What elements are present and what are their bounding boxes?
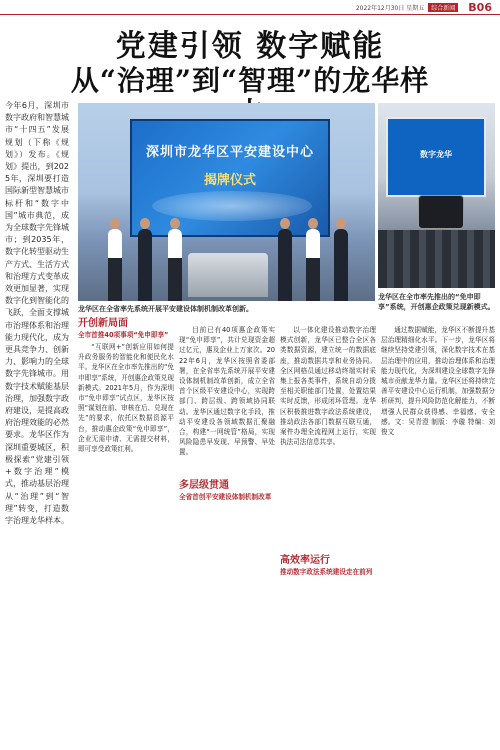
issue-date: 2022年12月30日 星期五 xyxy=(355,4,425,12)
person-figure xyxy=(108,229,122,301)
paragraph: “互联网+”创新应用如何提升政务服务的智能化和便民化水平。龙华区在全市率先推出的“免申即享”系统，开创惠企政策兑现新模式。2021年5月，作为深圳市“免申即享”试点区，龙华区按照“谋划在前、审核在后、兑现在先”的要求，依托区数据资源平台，推动惠企政策“免申即享”，企业无需申请、无需提交材料，即可享受政策红利。 xyxy=(78,343,174,454)
paragraph: 通过数据赋能，龙华区不断提升基层治理精细化水平。下一步，龙华区将继续坚持党建引领，深化数字技术在基层治理中的应用，推动治理体系和治理能力现代化，为深圳建设全球数字先锋城市贡献龙华力量。龙华区还将持续完善平安建设中心运行机制，加强数据分析研判，提升风险防范化解能力，不断增强人民群众获得感、幸福感、安全感。文：吴青澄 制版：李璇 特编：刘俊文 xyxy=(381,326,495,437)
side-photo-caption: 龙华区在全市率先推出的“免申即享”系统，开创惠企政策兑现新模式。 xyxy=(378,293,495,311)
screen-title: 深圳市龙华区平安建设中心 xyxy=(145,145,314,160)
display-wall xyxy=(386,117,486,197)
paragraph: 以一体化建设推动数字治理模式创新，龙华区已整合全区各类数据资源，建立统一的数据底座，推动数据共享和业务协同。全区网格员通过移动终端实时采集上报各类事件，系统自动分拨至相关职能部门处置，处置结果实时反馈，形成闭环管理。龙华区积极推进数字政法系统建设，推动政法各部门数据互联互通，案件办理全流程网上运行，实现执法司法信息共享。 xyxy=(280,326,376,447)
unveiling-pedestal xyxy=(188,253,268,297)
crowd xyxy=(378,230,495,288)
page-number: B06 xyxy=(468,0,492,14)
section-subtitle: 推动数字政法系统建设走在前列 xyxy=(280,568,373,576)
section-subtitle: 全省首创平安建设体制机制改革 xyxy=(179,493,272,501)
person-figure xyxy=(334,229,348,301)
side-photo xyxy=(378,103,495,288)
main-photo-caption: 龙华区在全省率先系统开展平安建设体制机制改革创新。 xyxy=(78,305,253,313)
paragraph: 目前已有40项惠企政策实现“免申即享”，共计兑现资金超过亿元，惠及企业上万家次。2022年6月，龙华区按照省委部署，在全省率先系统开展平安建设体制机制改革创新，成立全省首个区级平安建设中心，实现跨部门、跨层级、跨领域协同联动。龙华区通过数字化手段，推动平安建设各领域数据汇聚融合，构建“一网统管”格局，实现风险隐患早发现、早预警、早处置。 xyxy=(179,326,275,457)
article-column-4 xyxy=(381,325,495,737)
section-title: 高效率运行 xyxy=(280,555,330,566)
edition-label: 综合新闻 xyxy=(428,3,458,12)
ceremony-screen xyxy=(130,119,330,237)
person-figure xyxy=(138,229,152,301)
headline-line-1: 党建引领 数字赋能 xyxy=(115,29,385,64)
section-title: 多层级贯通 xyxy=(179,480,229,491)
article-column-1 xyxy=(78,342,174,737)
display-wall-text: 数字龙华 xyxy=(420,150,452,159)
masthead xyxy=(0,0,500,14)
article-column-2 xyxy=(179,325,275,737)
headline-line-2: 从“治理”到“智理”的龙华样 xyxy=(70,63,430,97)
masthead-rule xyxy=(0,14,500,15)
screen-subtitle: 揭牌仪式 xyxy=(203,173,256,188)
person-figure xyxy=(168,229,182,301)
section-subtitle: 全市首推40项事项“免申即享” xyxy=(78,331,169,339)
lede-column: 今年6月，深圳市数字政府和智慧城市“十四五”发展规划（下称《规划》）发布。《规划》提出，到2025年，深圳要打造国际新型智慧城市标杆和“数字中国”城市典范，成为全球数字先锋城市；到2035年，数字化转型驱动生产方式、生活方式和治理方式变革成效更加显著，实现数字化到智能化的飞跃，全面支撑城市治理体系和治理能力现代化，成为更具竞争力、创新力、影响力的全球数字先锋城市。用数字技术赋能基层治理，加强数字政府建设，是提高政府治理效能的必然要求。龙华区作为深圳重要城区，积极探索“党建引领+数字治理”模式，推动基层治理从“治理”到“智理”转变，打造数字治理龙华样本。 xyxy=(5,101,69,525)
person-figure xyxy=(306,229,320,301)
article-column-3 xyxy=(280,325,376,737)
section-title: 开创新局面 xyxy=(78,318,128,329)
phone-in-hand xyxy=(418,195,464,229)
screen-glow xyxy=(152,191,312,221)
main-photo xyxy=(78,103,375,301)
person-figure xyxy=(278,229,292,301)
